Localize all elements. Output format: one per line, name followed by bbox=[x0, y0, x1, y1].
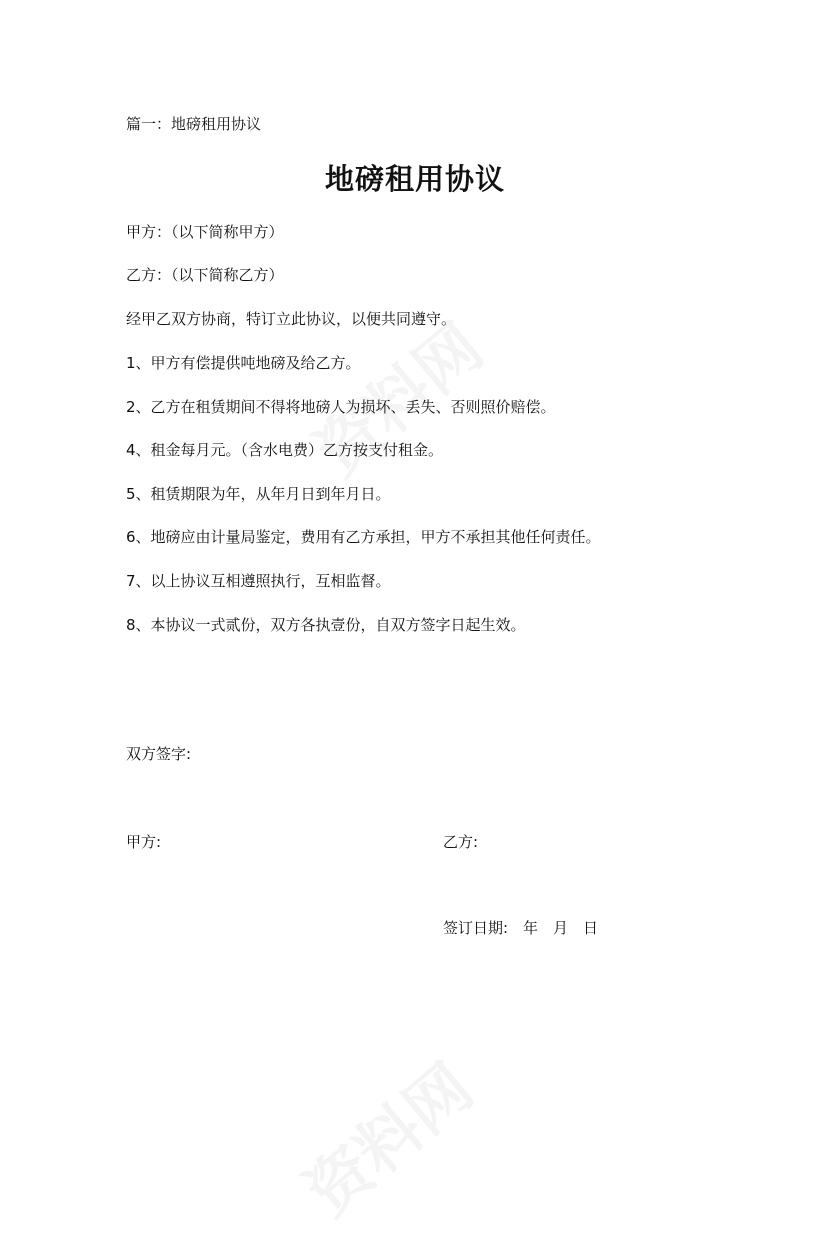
page-title: 地磅租用协议 bbox=[324, 162, 505, 196]
party-b-intro: 乙方：（以下简称乙方） bbox=[126, 266, 284, 284]
clause-8: 8、本协议一式贰份，双方各执壹份，自双方签字日起生效。 bbox=[126, 616, 526, 634]
clause-4: 4、租金每月元。（含水电费）乙方按支付租金。 bbox=[126, 441, 444, 459]
clause-6: 6、地磅应由计量局鉴定，费用有乙方承担，甲方不承担其他任何责任。 bbox=[126, 528, 601, 546]
preamble: 经甲乙双方协商，特订立此协议，以便共同遵守。 bbox=[126, 310, 457, 328]
signature-heading: 双方签字: bbox=[126, 745, 192, 763]
signing-date: 签订日期: 年 月 日 bbox=[443, 919, 599, 937]
clause-7: 7、以上协议互相遵照执行，互相监督。 bbox=[126, 572, 391, 590]
clause-5: 5、租赁期限为年，从年月日到年月日。 bbox=[126, 485, 391, 503]
watermark bbox=[283, 1039, 489, 1233]
section-label: 篇一：地磅租用协议 bbox=[126, 115, 262, 133]
clause-1: 1、甲方有偿提供吨地磅及给乙方。 bbox=[126, 354, 361, 372]
party-b-signature: 乙方: bbox=[443, 833, 479, 851]
party-a-signature: 甲方: bbox=[126, 833, 162, 851]
clause-2: 2、乙方在租赁期间不得将地磅人为损坏、丢失、否则照价赔偿。 bbox=[126, 398, 556, 416]
party-a-intro: 甲方：（以下简称甲方） bbox=[126, 223, 284, 241]
